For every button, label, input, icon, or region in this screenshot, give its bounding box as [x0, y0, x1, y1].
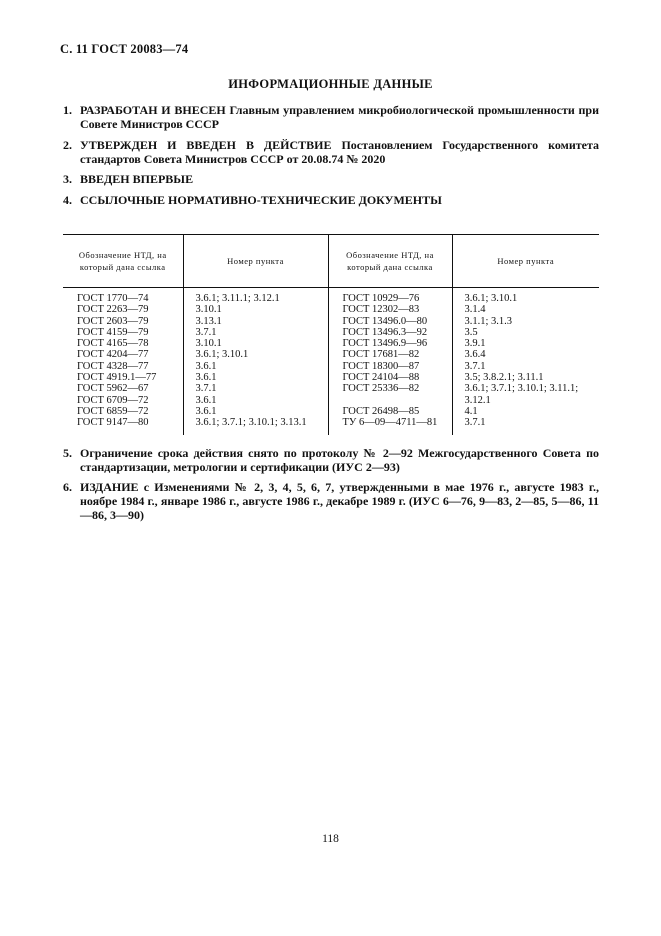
table-row	[63, 395, 599, 406]
table-cell: ГОСТ 9147—80	[77, 417, 149, 429]
table-cell: ГОСТ 2263—79	[77, 304, 149, 316]
table-row	[63, 372, 599, 383]
table-cell: 3.6.4	[452, 349, 599, 360]
table-row	[63, 406, 599, 417]
table-cell: 3.6.1; 3.11.1; 3.12.1	[183, 288, 328, 305]
table-row	[63, 304, 599, 315]
table-cell: 3.6.1; 3.10.1	[452, 288, 599, 305]
item-number: 4.	[63, 193, 72, 207]
page-number: 118	[322, 833, 339, 845]
table-cell: 3.7.1	[183, 383, 328, 394]
table-cell: ГОСТ 13496.0—80	[328, 316, 452, 327]
table-cell: ГОСТ 4204—77	[77, 349, 149, 361]
item-number: 5.	[63, 446, 72, 460]
table-header-row	[63, 235, 599, 288]
table-cell: ГОСТ 4165—78	[77, 338, 149, 350]
table-cell: 3.12.1	[452, 395, 599, 406]
table-cell: 3.6.1	[183, 406, 328, 417]
table-cell: 3.7.1	[452, 417, 599, 434]
table-row	[63, 316, 599, 327]
table-cell: ГОСТ 4328—77	[77, 360, 149, 372]
item-number: 6.	[63, 480, 72, 494]
table-cell: 3.10.1	[183, 338, 328, 349]
column-header-clause: Номер пункта	[452, 235, 599, 288]
item-text: ССЫЛОЧНЫЕ НОРМАТИВНО-ТЕХНИЧЕСКИЕ ДОКУМЕНТЫ	[80, 193, 442, 207]
table-cell: 3.7.1	[452, 361, 599, 372]
table-row	[63, 417, 599, 434]
table-cell: 3.13.1	[183, 316, 328, 327]
table-cell: 3.5	[452, 327, 599, 338]
section-title: ИНФОРМАЦИОННЫЕ ДАННЫЕ	[228, 77, 433, 91]
table-cell: ГОСТ 17681—82	[328, 349, 452, 360]
column-header-ntd: Обозначение НТД, на который дана ссылка	[63, 235, 183, 288]
table-cell: 3.6.1	[183, 361, 328, 372]
table-cell: ГОСТ 4919.1—77	[77, 372, 157, 384]
table-row	[63, 383, 599, 394]
table-cell: 3.7.1	[183, 327, 328, 338]
table-cell: ГОСТ 1770—74	[77, 293, 149, 304]
info-item-3	[63, 172, 599, 186]
table-cell: ГОСТ 6709—72	[77, 394, 149, 406]
table-cell: 3.6.1; 3.7.1; 3.10.1; 3.11.1;	[452, 383, 599, 394]
item-text: Ограничение срока действия снято по протоколу № 2—92 Межгосударственного Совета по стандартизации, метрологии и сертификации (ИУС 2—93)	[80, 446, 599, 474]
item-number: 3.	[63, 172, 72, 186]
column-header-clause: Номер пункта	[183, 235, 328, 288]
table-cell: ГОСТ 5962—67	[77, 383, 149, 395]
item-number: 1.	[63, 103, 72, 117]
page-header: С. 11 ГОСТ 20083—74	[60, 42, 189, 56]
table-cell: ГОСТ 6859—72	[77, 405, 149, 417]
info-item-5	[63, 446, 599, 474]
table-cell: 4.1	[452, 406, 599, 417]
table-row	[63, 338, 599, 349]
table-cell: ГОСТ 4159—79	[77, 326, 149, 338]
table-cell: ГОСТ 13496.9—96	[328, 338, 452, 349]
table-cell	[328, 395, 452, 406]
info-item-1	[63, 103, 599, 131]
info-item-6	[63, 480, 599, 522]
table-cell: ГОСТ 18300—87	[328, 361, 452, 372]
table-cell: 3.6.1; 3.7.1; 3.10.1; 3.13.1	[183, 417, 328, 434]
table-row	[63, 327, 599, 338]
table-cell: ГОСТ 26498—85	[328, 406, 452, 417]
table-cell: ГОСТ 24104—88	[328, 372, 452, 383]
table-cell: 3.10.1	[183, 304, 328, 315]
table-cell: 3.5; 3.8.2.1; 3.11.1	[452, 372, 599, 383]
table-cell: ГОСТ 10929—76	[328, 288, 452, 305]
table-row	[63, 349, 599, 360]
references-table	[63, 234, 599, 435]
table-cell: 3.1.1; 3.1.3	[452, 316, 599, 327]
table-cell: 3.6.1; 3.10.1	[183, 349, 328, 360]
table-row	[63, 361, 599, 372]
table-cell: ГОСТ 2603—79	[77, 315, 149, 327]
info-item-4	[63, 193, 599, 207]
info-item-2	[63, 138, 599, 166]
table-row	[63, 288, 599, 305]
item-text: ВВЕДЕН ВПЕРВЫЕ	[80, 172, 194, 186]
table-cell: ТУ 6—09—4711—81	[328, 417, 452, 434]
table-cell: 3.9.1	[452, 338, 599, 349]
table-cell: 3.6.1	[183, 395, 328, 406]
item-text: УТВЕРЖДЕН И ВВЕДЕН В ДЕЙСТВИЕ Постановлением Государственного комитета стандартов Совета Министров СССР от 20.08.74 № 2020	[80, 138, 599, 166]
table-cell: 3.6.1	[183, 372, 328, 383]
table-cell: ГОСТ 13496.3—92	[328, 327, 452, 338]
table-cell: ГОСТ 25336—82	[328, 383, 452, 394]
table-cell: ГОСТ 12302—83	[328, 304, 452, 315]
item-number: 2.	[63, 138, 72, 152]
item-text: ИЗДАНИЕ с Изменениями № 2, 3, 4, 5, 6, 7, утвержденными в мае 1976 г., августе 1983 г., ноябре 1984 г., январе 1986 г., августе 1986 г., декабре 1989 г. (ИУС 6—76, 9—83, 2—85, 5—86, 11—86, 3—90)	[80, 480, 599, 522]
table-cell: 3.1.4	[452, 304, 599, 315]
column-header-ntd: Обозначение НТД, на который дана ссылка	[328, 235, 452, 288]
item-text: РАЗРАБОТАН И ВНЕСЕН Главным управлением микробиологической промышленности при Совете Министров СССР	[80, 103, 599, 131]
